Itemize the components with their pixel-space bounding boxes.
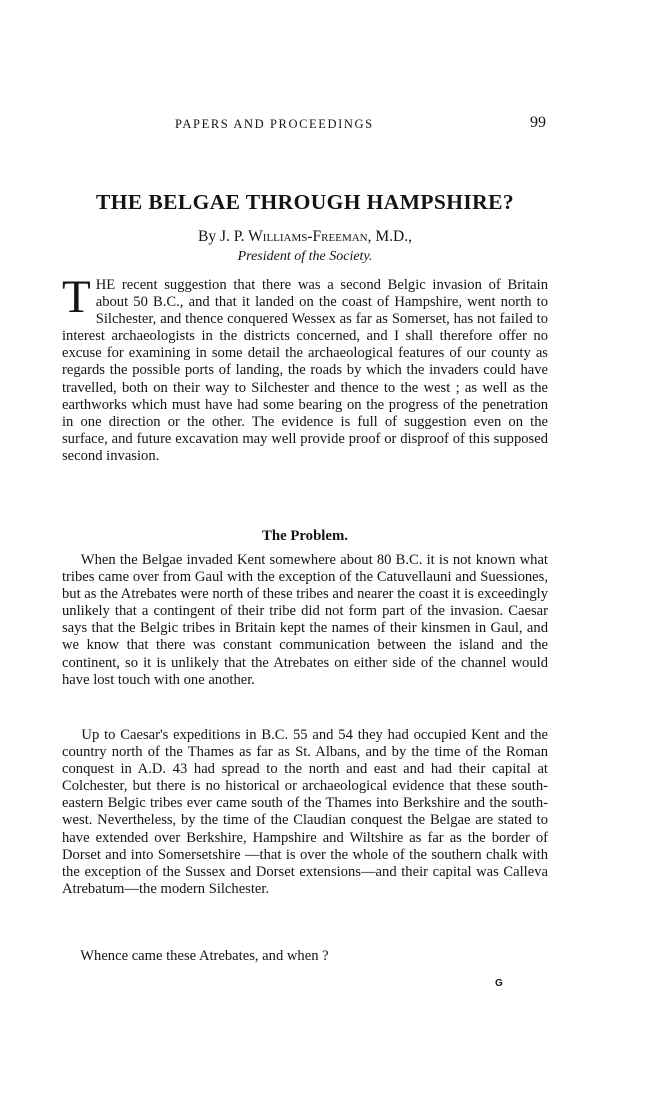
byline-prefix: By [198,228,217,245]
paragraph-text: When the Belgae invaded Kent somewhere about 80 B.C. it is not known what tribes came over from Gaul with the exception of the Catuvellauni and Suessiones, but as the Atrebates were north of these tribes and nearer the coast it is exceedingly unlikely that a contingent of their tribe did not form part of the invasion. Caesar says that the Belgic tribes in Britain kept the names of their kinsmen in Gaul, and we know that there was constant communication between the island and the continent, so it is unlikely that the Atrebates on either side of the channel would have lost touch with one another. [62,552,548,688]
intro-paragraph [62,271,548,465]
section-heading: The Problem. [261,528,349,544]
paragraph-text: Whence came these Atrebates, and when ? [80,948,329,964]
running-title: PAPERS AND PROCEEDINGS [175,117,374,131]
signature-mark: G [495,978,503,989]
body-paragraph [62,552,548,689]
page-number: 99 [530,114,546,131]
intro-text: HE recent suggestion that there was a second Belgic invasion of Britain about 50 B.C., and that it landed on the coast of Hampshire, went north to Silchester, and thence conquered Wessex as far as Somerset, has not failed to interest archaeologists in the districts concerned, and I shall therefore offer no excuse for examining in some detail the archaeological features of our county as regards the possible ports of landing, the roads by which the invaders could have travelled, both on their way to Silchester and thence to the west ; as well as the earthworks which must have had some bearing on the progress of the penetration in one direction or the other. The evidence is full of suggestion even on the surface, and future excavation may well provide proof or disproof of this supposed second invasion. [62,277,548,464]
drop-cap: T [62,271,91,323]
author-role: President of the Society. [237,249,373,264]
author-name: J. P. Williams-Freeman, M.D., [220,228,412,245]
running-head [60,114,550,137]
paragraph-text: Up to Caesar's expeditions in B.C. 55 and 54 they had occupied Kent and the country north of the Thames as far as St. Albans, and by the time of the Roman conquest in A.D. 43 had spread to the north and east and had their capital at Colchester, but there is no historical or archaeological evidence that these south-eastern Belgic tribes ever came south of the Thames into Berkshire and the south-west. Nevertheless, by the time of the Claudian conquest the Belgae are stated to have extended over Berkshire, Hampshire and Wiltshire as far as the border of Dorset and into Somersetshire —that is over the whole of the southern chalk with the exception of the Sussex and Dorset extensions—and their capital was Calleva Atrebatum—the modern Silchester. [62,727,548,897]
body-paragraph [62,727,548,898]
body-paragraph [62,948,548,965]
byline [60,228,550,246]
article-title: THE BELGAE THROUGH HAMPSHIRE? [96,190,514,214]
